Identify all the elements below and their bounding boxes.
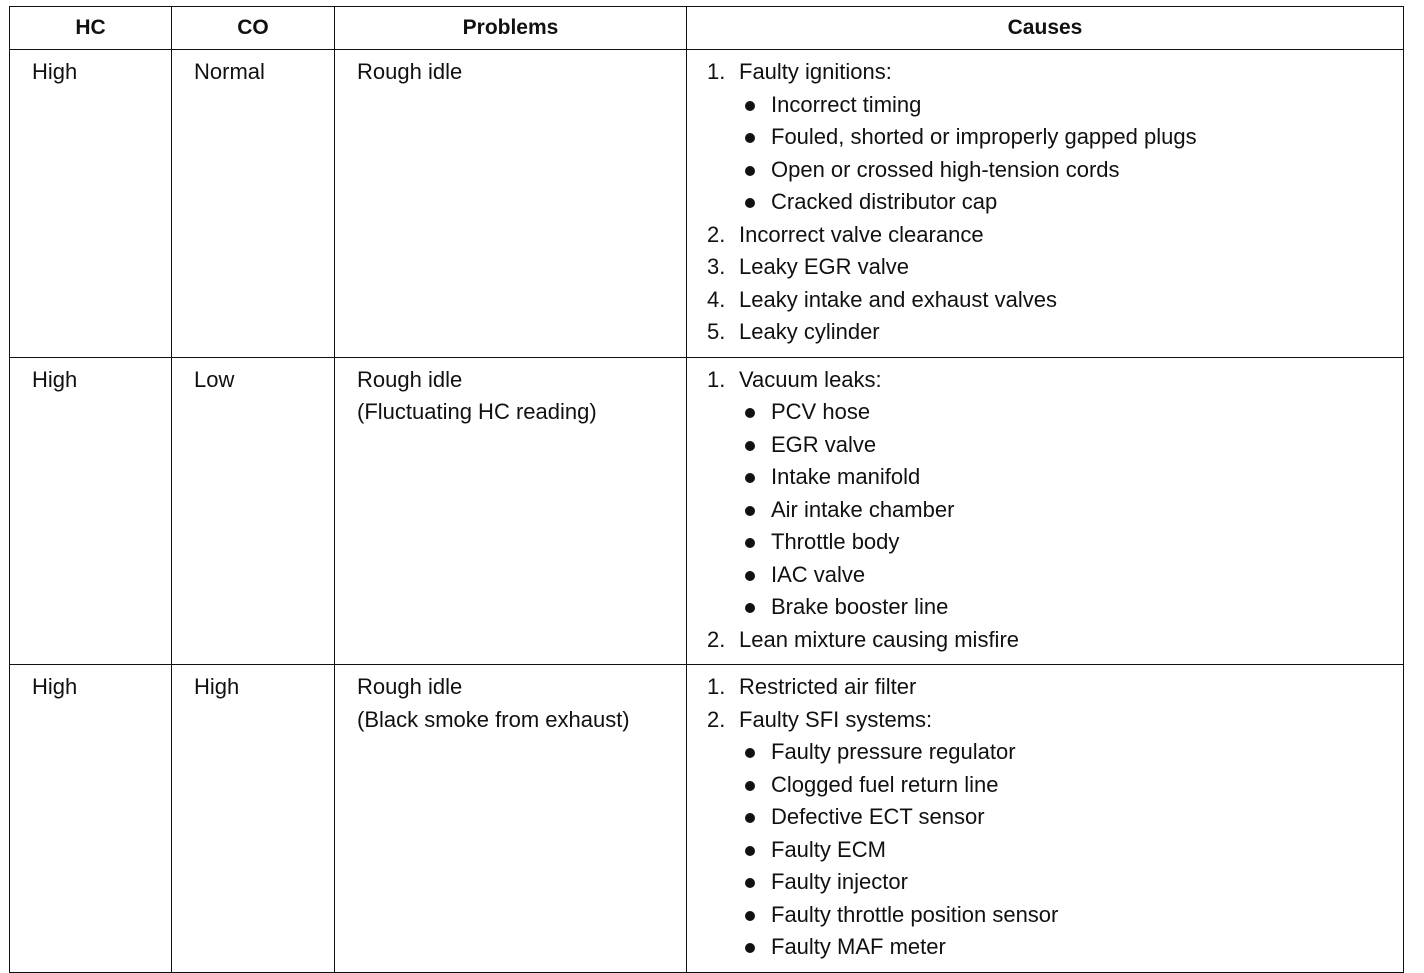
problems-cell: [335, 665, 687, 973]
cause-subitem: Fouled, shorted or improperly gapped plugs: [739, 121, 1403, 154]
cause-item: 2. Lean mixture causing misfire: [707, 626, 1020, 652]
header-row: [10, 7, 1404, 50]
cause-subitem: EGR valve: [739, 429, 1403, 462]
co-cell: High: [172, 665, 335, 973]
problem-line: Rough idle: [357, 674, 463, 699]
cause-subitem: Open or crossed high-tension cords: [739, 154, 1403, 187]
causes-list: [707, 56, 1403, 349]
problem-line: (Black smoke from exhaust): [357, 706, 630, 732]
cause-item: 3. Leaky EGR valve: [707, 254, 909, 279]
causes-cell: [687, 665, 1404, 973]
cause-subitem: Cracked distributor cap: [739, 186, 1403, 219]
table-row: [10, 357, 1404, 665]
cause-sublist: [739, 396, 1403, 624]
hc-cell: High: [10, 50, 172, 358]
cause-subitem: IAC valve: [739, 559, 1403, 592]
cause-item: 2. Faulty SFI systems: Faulty pressure regulator Clogged fuel return line Defective ECT sensor Faulty ECM Faulty injector Faulty throttle position sensor Faulty MAF meter: [707, 704, 1403, 964]
cause-subitem: Defective ECT sensor: [739, 801, 1403, 834]
causes-list: [707, 671, 1403, 964]
cause-subitem: Brake booster line: [739, 591, 1403, 624]
cause-sublist: [739, 736, 1403, 964]
causes-list: [707, 364, 1403, 657]
cause-subitem: Intake manifold: [739, 461, 1403, 494]
cause-subitem: Incorrect timing: [739, 89, 1403, 122]
causes-cell: [687, 50, 1404, 358]
cause-subitem: Faulty ECM: [739, 834, 1403, 867]
cause-subitem: Clogged fuel return line: [739, 769, 1403, 802]
cause-subitem: Faulty pressure regulator: [739, 736, 1403, 769]
header-hc: HC: [10, 7, 172, 50]
cause-item: 4. Leaky intake and exhaust valves: [707, 286, 1057, 312]
cause-subitem: PCV hose: [739, 396, 1403, 429]
header-problems: Problems: [335, 7, 687, 50]
problem-line: Rough idle: [357, 59, 463, 84]
cause-subitem: Faulty MAF meter: [739, 931, 1403, 964]
cause-subitem: Throttle body: [739, 526, 1403, 559]
co-cell: Low: [172, 357, 335, 665]
problems-cell: [335, 357, 687, 665]
co-cell: Normal: [172, 50, 335, 358]
header-causes: Causes: [687, 7, 1404, 50]
cause-item: 5. Leaky cylinder: [707, 319, 880, 344]
cause-subitem: Air intake chamber: [739, 494, 1403, 527]
cause-sublist: [739, 89, 1403, 219]
cause-item: 1. Vacuum leaks: PCV hose EGR valve Intake manifold Air intake chamber Throttle body IAC valve Brake booster line: [707, 364, 1403, 624]
hc-cell: High: [10, 665, 172, 973]
table-row: [10, 665, 1404, 973]
problems-cell: [335, 50, 687, 358]
problem-line: (Fluctuating HC reading): [357, 399, 597, 424]
cause-item: 1. Restricted air filter: [707, 674, 917, 699]
cause-item: 1. Faulty ignitions: Incorrect timing Fouled, shorted or improperly gapped plugs Open or crossed high-tension cords Cracked distributor cap: [707, 56, 1403, 219]
cause-subitem: Faulty injector: [739, 866, 1403, 899]
problem-line: Rough idle: [357, 366, 463, 392]
header-co: CO: [172, 7, 335, 50]
hc-cell: High: [10, 357, 172, 665]
table-row: [10, 50, 1404, 358]
emissions-diagnosis-table: [9, 6, 1404, 973]
cause-subitem: Faulty throttle position sensor: [739, 899, 1403, 932]
cause-item: 2. Incorrect valve clearance: [707, 221, 984, 247]
causes-cell: [687, 357, 1404, 665]
